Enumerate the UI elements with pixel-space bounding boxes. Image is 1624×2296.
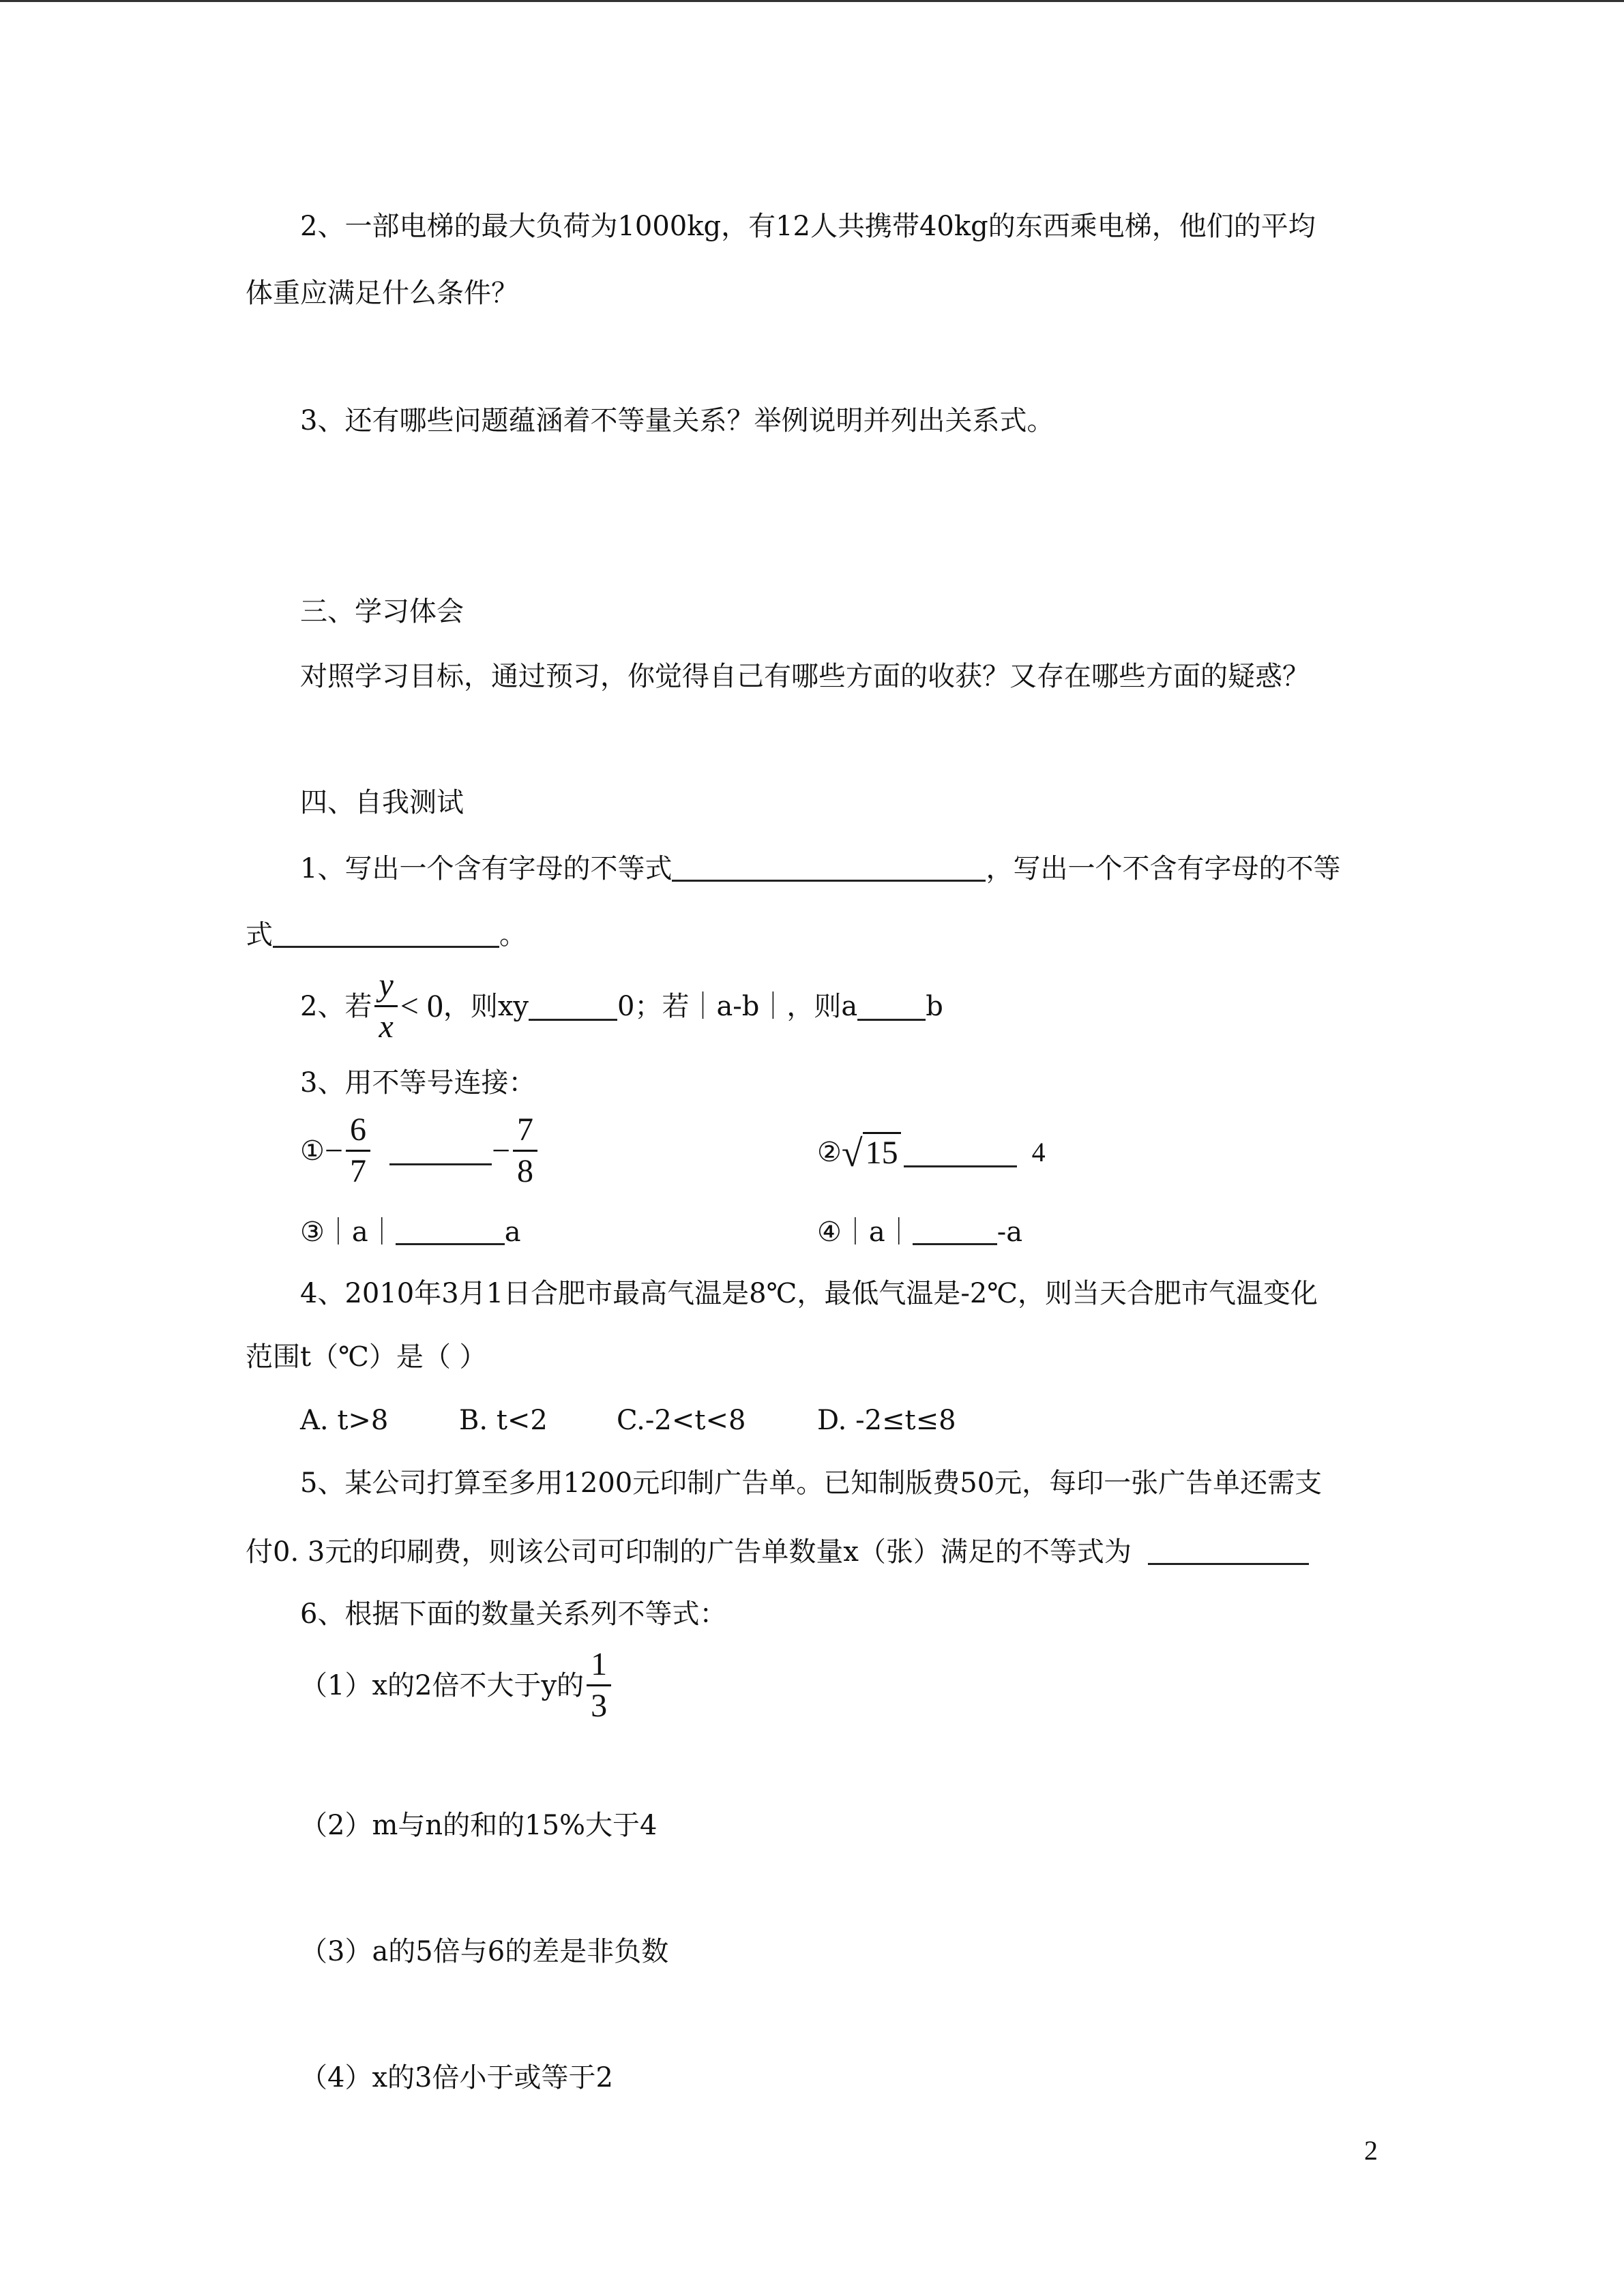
fraction-numerator: y — [379, 967, 394, 1003]
fraction-denominator: 7 — [349, 1153, 366, 1190]
test-5-line-2 — [246, 1536, 1309, 1566]
option-b[interactable]: B. t<2 — [459, 1405, 548, 1436]
option-a[interactable]: A. t>8 — [300, 1405, 389, 1436]
compare-item-3-right: a — [504, 1217, 521, 1248]
section-4-title: 四、自我测试 — [300, 787, 464, 818]
test-1-text-a: 1、写出一个含有字母的不等式 — [300, 853, 673, 884]
fraction-seven-eighths — [513, 1113, 537, 1189]
compare-item-3-left: ③｜a｜ — [300, 1217, 396, 1248]
section-3-title: 三、学习体会 — [300, 596, 464, 627]
compare-item-2 — [817, 1132, 1046, 1173]
test-2-mid-2: 0；若｜a-b｜，则a — [617, 990, 858, 1022]
test-4-line-2: 范围t（℃）是（ ） — [246, 1341, 487, 1373]
option-c[interactable]: C.-2<t<8 — [617, 1405, 746, 1436]
answer-blank-5[interactable] — [389, 1136, 492, 1165]
test-5-text: 付0. 3元的印刷费，则该公司可印制的广告单数量x（张）满足的不等式为 — [246, 1536, 1132, 1568]
test-1-line-2 — [246, 919, 527, 949]
compare-item-4 — [817, 1216, 1022, 1246]
test-3-title: 3、用不等号连接： — [300, 1067, 536, 1099]
test-5-line-1: 5、某公司打算至多用1200元印制广告单。已知制版费50元，每印一张广告单还需支 — [300, 1467, 1323, 1499]
answer-blank-4[interactable] — [857, 992, 926, 1021]
test-1-text-b: ，写出一个不含有字母的不等 — [986, 853, 1341, 884]
test-1-text-d: 。 — [499, 919, 527, 951]
fraction-numerator: 6 — [349, 1112, 366, 1148]
question-2-line-1: 2、一部电梯的最大负荷为1000kg，有12人共携带40kg的东西乘电梯，他们的平均 — [300, 211, 1316, 242]
test-1-line-1 — [300, 852, 1340, 882]
fraction-bar — [587, 1684, 611, 1686]
fraction-denominator: x — [379, 1009, 394, 1045]
compare-item-4-right: -a — [996, 1217, 1023, 1248]
minus-sign-1: − — [324, 1132, 343, 1169]
answer-blank-1[interactable] — [672, 852, 986, 882]
minus-sign-2: − — [491, 1132, 511, 1169]
test-2-relation: < 0 — [400, 987, 443, 1024]
page-number: 2 — [1364, 2135, 1378, 2166]
circled-one-marker: ① — [300, 1135, 325, 1167]
circled-two-marker: ② — [817, 1137, 842, 1168]
fraction-denominator: 8 — [517, 1153, 534, 1190]
radical-sign-icon: √ — [841, 1133, 863, 1175]
fraction-bar — [513, 1150, 537, 1152]
radicand: 15 — [863, 1132, 901, 1169]
test-2-end: b — [926, 990, 943, 1022]
test-6-item-1-text: （1）x的2倍不大于y的 — [300, 1669, 585, 1701]
square-root-15 — [842, 1132, 901, 1173]
test-6-title: 6、根据下面的数量关系列不等式： — [300, 1598, 727, 1630]
question-3: 3、还有哪些问题蕴涵着不等量关系？举例说明并列出关系式。 — [300, 405, 1054, 436]
answer-blank-6[interactable] — [904, 1138, 1017, 1167]
compare-item-2-value: 4 — [1031, 1137, 1046, 1167]
section-3-body: 对照学习目标，通过预习，你觉得自己有哪些方面的收获？又存在哪些方面的疑惑？ — [300, 661, 1310, 692]
test-6-item-1 — [300, 1648, 614, 1724]
fraction-numerator: 1 — [591, 1646, 608, 1682]
test-4-line-1: 4、2010年3月1日合肥市最高气温是8℃，最低气温是-2℃，则当天合肥市气温变化 — [300, 1278, 1318, 1309]
option-d[interactable]: D. -2≤t≤8 — [817, 1405, 956, 1436]
test-6-item-2: （2）m与n的和的15%大于4 — [300, 1810, 658, 1841]
fraction-denominator: 3 — [591, 1688, 608, 1725]
fraction-y-over-x — [374, 968, 397, 1045]
question-2-line-2: 体重应满足什么条件？ — [246, 278, 518, 309]
test-1-text-c: 式 — [246, 919, 273, 951]
fraction-six-sevenths — [346, 1113, 370, 1189]
answer-blank-8[interactable] — [913, 1216, 997, 1245]
page-top-border — [0, 0, 1624, 2]
compare-item-4-left: ④｜a｜ — [817, 1217, 913, 1248]
test-6-item-3: （3）a的5倍与6的差是非负数 — [300, 1936, 669, 1967]
answer-blank-2[interactable] — [273, 919, 499, 948]
compare-item-1 — [300, 1113, 540, 1189]
test-6-item-4: （4）x的3倍小于或等于2 — [300, 2062, 613, 2093]
fraction-bar — [374, 1005, 397, 1007]
answer-blank-9[interactable] — [1148, 1536, 1309, 1565]
fraction-one-third — [587, 1648, 611, 1724]
fraction-bar — [346, 1150, 370, 1152]
answer-blank-7[interactable] — [396, 1216, 505, 1245]
test-2-mid-1: ，则xy — [443, 990, 529, 1022]
test-2-prefix: 2、若 — [300, 990, 372, 1022]
answer-blank-3[interactable] — [529, 992, 617, 1021]
test-2-line — [300, 968, 943, 1045]
compare-item-3 — [300, 1216, 521, 1246]
fraction-numerator: 7 — [517, 1112, 534, 1148]
